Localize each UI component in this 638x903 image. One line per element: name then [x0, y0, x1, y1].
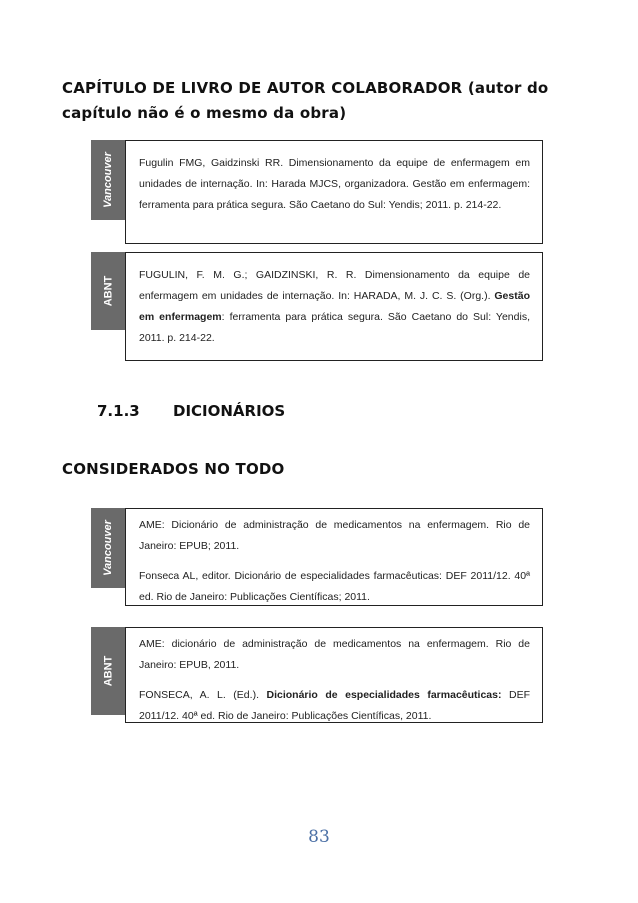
considered-heading: CONSIDERADOS NO TODO: [62, 460, 285, 478]
tab-label: ABNT: [102, 275, 114, 307]
reference-box: [125, 140, 543, 244]
bold-title: Dicionário de especialidades farmacêuticas:: [266, 689, 502, 701]
vancouver-tab: [91, 140, 125, 220]
reference-text: AME: dicionário de administração de medicamentos na enfermagem. Rio de Janeiro: EPUB, 2011.: [139, 638, 530, 671]
bold-title: Gestão em enfermagem: [139, 290, 530, 323]
reference-text: FUGULIN, F. M. G.; GAIDZINSKI, R. R. Dimensionamento da equipe de enfermagem em unidades de internação. In: HARADA, M. J. C. S. (Org.). Gestão em enfermagem: ferramenta para prática segura. São Caetano do Sul: Yendis, 2011. p. 214-22.: [139, 269, 530, 344]
tab-label: Vancouver: [102, 520, 114, 576]
reference-text: Fugulin FMG, Gaidzinski RR. Dimensionamento da equipe de enfermagem em unidades de internação. In: Harada MJCS, organizadora. Gestão em enfermagem: ferramenta para prática segura. São Caetano do Sul: Yendis; 2011. p. 214-22.: [139, 157, 530, 211]
vancouver-tab: [91, 508, 125, 588]
reference-block-abnt: [91, 627, 543, 723]
reference-block-vancouver: [91, 140, 543, 244]
section-title: DICIONÁRIOS: [173, 402, 286, 420]
section-number: 7.1.3: [97, 402, 140, 420]
tab-label: Vancouver: [102, 152, 114, 208]
reference-block-abnt: [91, 252, 543, 361]
tab-label: ABNT: [102, 655, 114, 687]
reference-box: [125, 252, 543, 361]
abnt-tab: [91, 627, 125, 715]
reference-box: [125, 627, 543, 723]
page-number: 83: [308, 827, 330, 847]
reference-text: AME: Dicionário de administração de medicamentos na enfermagem. Rio de Janeiro: EPUB; 2011.: [139, 519, 530, 552]
reference-box: [125, 508, 543, 606]
chapter-heading: CAPÍTULO DE LIVRO DE AUTOR COLABORADOR (autor do capítulo não é o mesmo da obra): [62, 79, 549, 122]
reference-text: FONSECA, A. L. (Ed.). Dicionário de especialidades farmacêuticas: DEF 2011/12. 40ª ed. Rio de Janeiro: Publicações Científicas, 2011.: [139, 689, 530, 722]
abnt-tab: [91, 252, 125, 330]
reference-block-vancouver: [91, 508, 543, 606]
reference-text: Fonseca AL, editor. Dicionário de especialidades farmacêuticas: DEF 2011/12. 40ª ed. Rio de Janeiro: Publicações Científicas; 2011.: [139, 570, 530, 603]
